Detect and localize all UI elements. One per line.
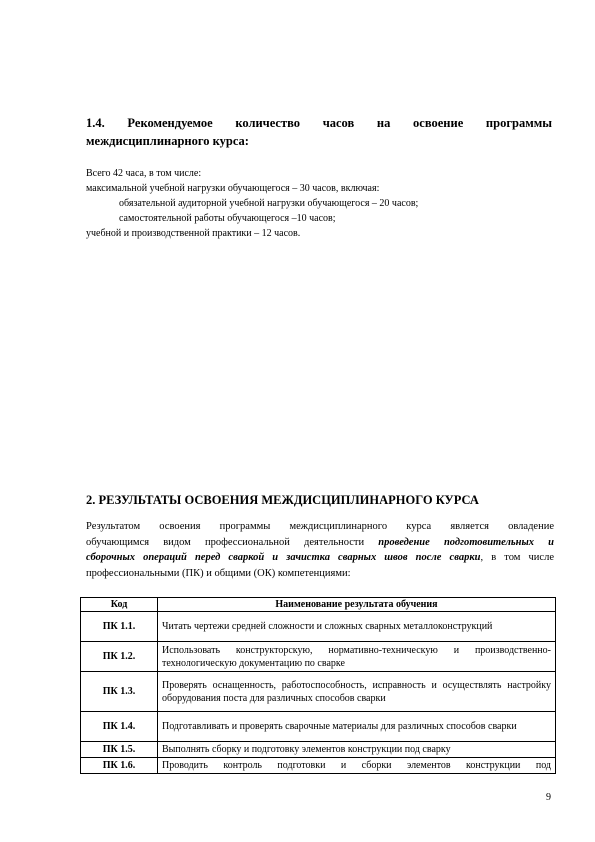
hours-classroom: обязательной аудиторной учебной нагрузки обучающегося – 20 часов; (119, 198, 419, 209)
section-2-heading: 2. РЕЗУЛЬТАТЫ ОСВОЕНИЯ МЕЖДИСЦИПЛИНАРНОГО КУРСА (86, 493, 479, 507)
hours-total: Всего 42 часа, в том числе: (86, 168, 202, 179)
section-2-paragraph (86, 519, 554, 581)
row-code: ПК 1.1. (81, 612, 158, 642)
activity-type-emphasis: проведение подготовительных и (378, 536, 554, 548)
table-row (81, 712, 556, 742)
page-number: 9 (546, 792, 551, 803)
competencies-table (80, 597, 556, 774)
row-text: Проводить контроль подготовки и сборки элементов конструкции под (158, 758, 556, 774)
header-code: Код (81, 598, 158, 612)
table-row (81, 642, 556, 672)
para-text: обучающимся видом профессиональной деятельности (86, 536, 379, 548)
hours-block (86, 166, 556, 241)
table-header-row (81, 598, 556, 612)
row-code: ПК 1.4. (81, 712, 158, 742)
row-text: Читать чертежи средней сложности и сложных сварных металлоконструкций (158, 612, 556, 642)
row-code: ПК 1.2. (81, 642, 158, 672)
row-text: Проверять оснащенность, работоспособность, исправность и осуществлять настройку оборудования поста для различных способов сварки (158, 672, 556, 712)
para-line-1: Результатом освоения программы междисциплинарного курса является овладение (86, 521, 554, 532)
table-row (81, 742, 556, 758)
table-row (81, 758, 556, 774)
table-row (81, 612, 556, 642)
activity-type-emphasis: сборочных операций перед сваркой и зачистка сварных швов после сварки (86, 552, 481, 563)
row-text: Использовать конструкторскую, нормативно-техническую и производственно-технологическую документацию по сварке (158, 642, 556, 672)
para-line-2 (86, 535, 554, 551)
para-line-3 (86, 550, 554, 566)
para-text: , в том числе (480, 552, 554, 563)
hours-self-study: самостоятельной работы обучающегося –10 часов; (119, 213, 336, 224)
section-1-4-heading (86, 114, 552, 150)
row-code: ПК 1.5. (81, 742, 158, 758)
para-line-4: профессиональными (ПК) и общими (ОК) компетенциями: (86, 567, 351, 579)
row-text: Выполнять сборку и подготовку элементов конструкции под сварку (158, 742, 556, 758)
heading-line-2: междисциплинарного курса: (86, 134, 249, 148)
header-name: Наименование результата обучения (158, 598, 556, 612)
heading-line-1: 1.4. Рекомендуемое количество часов на освоение программы (86, 116, 552, 130)
table-row (81, 672, 556, 712)
row-text: Подготавливать и проверять сварочные материалы для различных способов сварки (158, 712, 556, 742)
row-code: ПК 1.3. (81, 672, 158, 712)
row-code: ПК 1.6. (81, 758, 158, 774)
hours-max-load: максимальной учебной нагрузки обучающегося – 30 часов, включая: (86, 183, 380, 194)
hours-practice: учебной и производственной практики – 12 часов. (86, 228, 301, 239)
